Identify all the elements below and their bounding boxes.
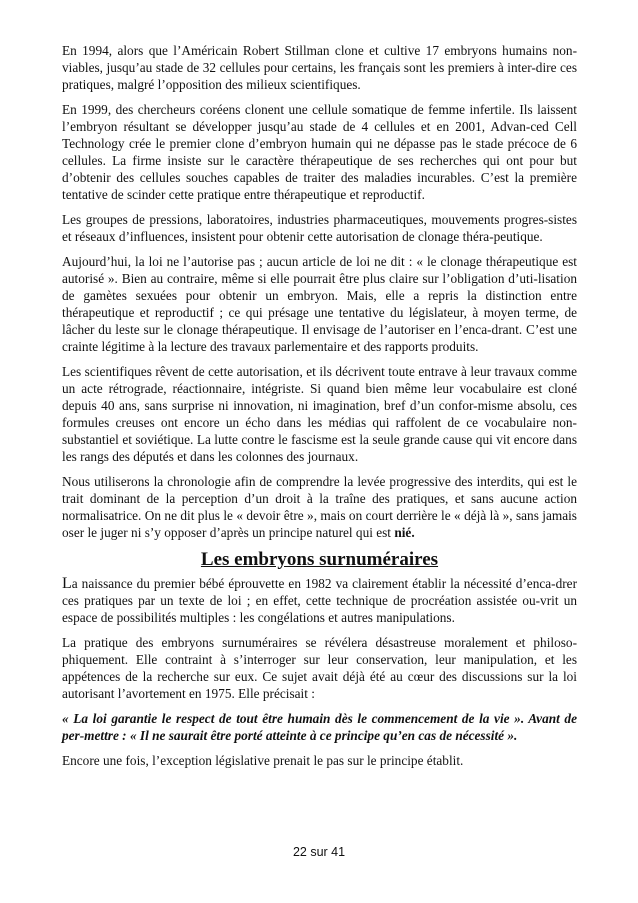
page-number: 22 sur 41 [292, 845, 346, 859]
document-page [62, 42, 577, 777]
chronology-emphasis: nié. [394, 525, 415, 540]
paragraph-surplus-embryos: La pratique des embryons surnuméraires se révélera désastreuse moralement et philoso-phiquement. Elle contraint à s’interroger sur leur conservation, leur manipulation, et les appétences de la recherche sur eux. Ce sujet avait déjà été au cœur des discussions sur la loi autorisant l’avortement en 1975. Elle précisait : [62, 635, 577, 701]
paragraph-1999: En 1999, des chercheurs coréens clonent une cellule somatique de femme infertile. Ils laissent l’embryon résultant se développer jusqu’au stade de 4 cellules et en 2001, Advan-ced Cell Technology crée le premier clone d’embryon humain qui ne dépasse pas le stade précoce de 6 cellules. La firme insiste sur le caractère thérapeutique de ses recherches qui ont pour but d’obtenir des cellules souches capables de traiter des maladies incurables. C’est la première tentative de scinder cette pratique entre thérapeutique et reproductif. [62, 102, 577, 202]
paragraph-scientists: Les scientifiques rêvent de cette autorisation, et ils décrivent toute entrave à leur travaux comme un acte rétrograde, réactionnaire, intégriste. Si quand bien même leur vocabulaire est cloné depuis 40 ans, sans surprise ni innovation, ni imagination, bref d’un confor-misme absolu, ces formules creuses ont encore un écho dans les médias qui raffolent de ce vocabulaire non-substantiel et soviétique. La lutte contre le fascisme est la seule grande cause qui vit encore dans les rangs des députés et dans les colonnes des journaux. [62, 364, 577, 464]
section-intro-text: a naissance du premier bébé éprouvette en 1982 va clairement établir la nécessité d’enca-drer ces pratiques par un texte de loi ; en effet, cette technique de procréation assistée ou-vrit un espace de possibilités multiples : les congélations et autres manipulations. [62, 576, 577, 625]
paragraph-closing: Encore une fois, l’exception législative prenait le pas sur le principe établit. [62, 753, 464, 768]
section-title: Les embryons surnuméraires [200, 549, 439, 570]
paragraph-pressure-groups: Les groupes de pressions, laboratoires, industries pharmaceutiques, mouvements progres-sistes et réseaux d’influences, insistent pour obtenir cette autorisation de clonage théra-peutique. [62, 212, 577, 244]
paragraph-chronology [62, 473, 577, 541]
chronology-text: Nous utiliserons la chronologie afin de comprendre la levée progressive des interdits, qui est le trait dominant de la perception d’un droit à la traîne des pratiques, et sans aucune action normalisatrice. On ne dit plus le « devoir être », mais on court derrière le « déjà là », sans jamais oser le juger ni s’y opposer d’après un principe naturel qui est [62, 474, 577, 540]
paragraph-1994: En 1994, alors que l’Américain Robert Stillman clone et cultive 17 embryons humains non-viables, jusqu’au stade de 32 cellules pour certains, les français sont les premiers à inter-dire ces pratiques, malgré l’opposition des milieux scientifiques. [62, 43, 577, 92]
paragraph-current-law: Aujourd’hui, la loi ne l’autorise pas ; aucun article de loi ne dit : « le clonage thérapeutique est autorisé ». Bien au contraire, même si elle pourrait être plus claire sur l’obligation d’uti-lisation de gamètes sexuées pour obtenir un embryon. Mais, elle a repris la distinction entre thérapeutique et reproductif ; ce qui présage une tentative du législateur, à moyen terme, de lâcher du leste sur le clonage thérapeutique. Il envisage de l’autoriser en l’enca-drant. C’est une crainte légitime à la lecture des travaux parlementaire et des rapports produits. [62, 254, 577, 354]
paragraph-section-intro [62, 575, 577, 626]
law-quote: « La loi garantie le respect de tout être humain dès le commencement de la vie ». Avant de per-mettre : « Il ne saurait être porté atteinte à ce principe qu’en cas de nécessité ». [62, 711, 577, 743]
dropcap-letter: L [62, 575, 72, 592]
